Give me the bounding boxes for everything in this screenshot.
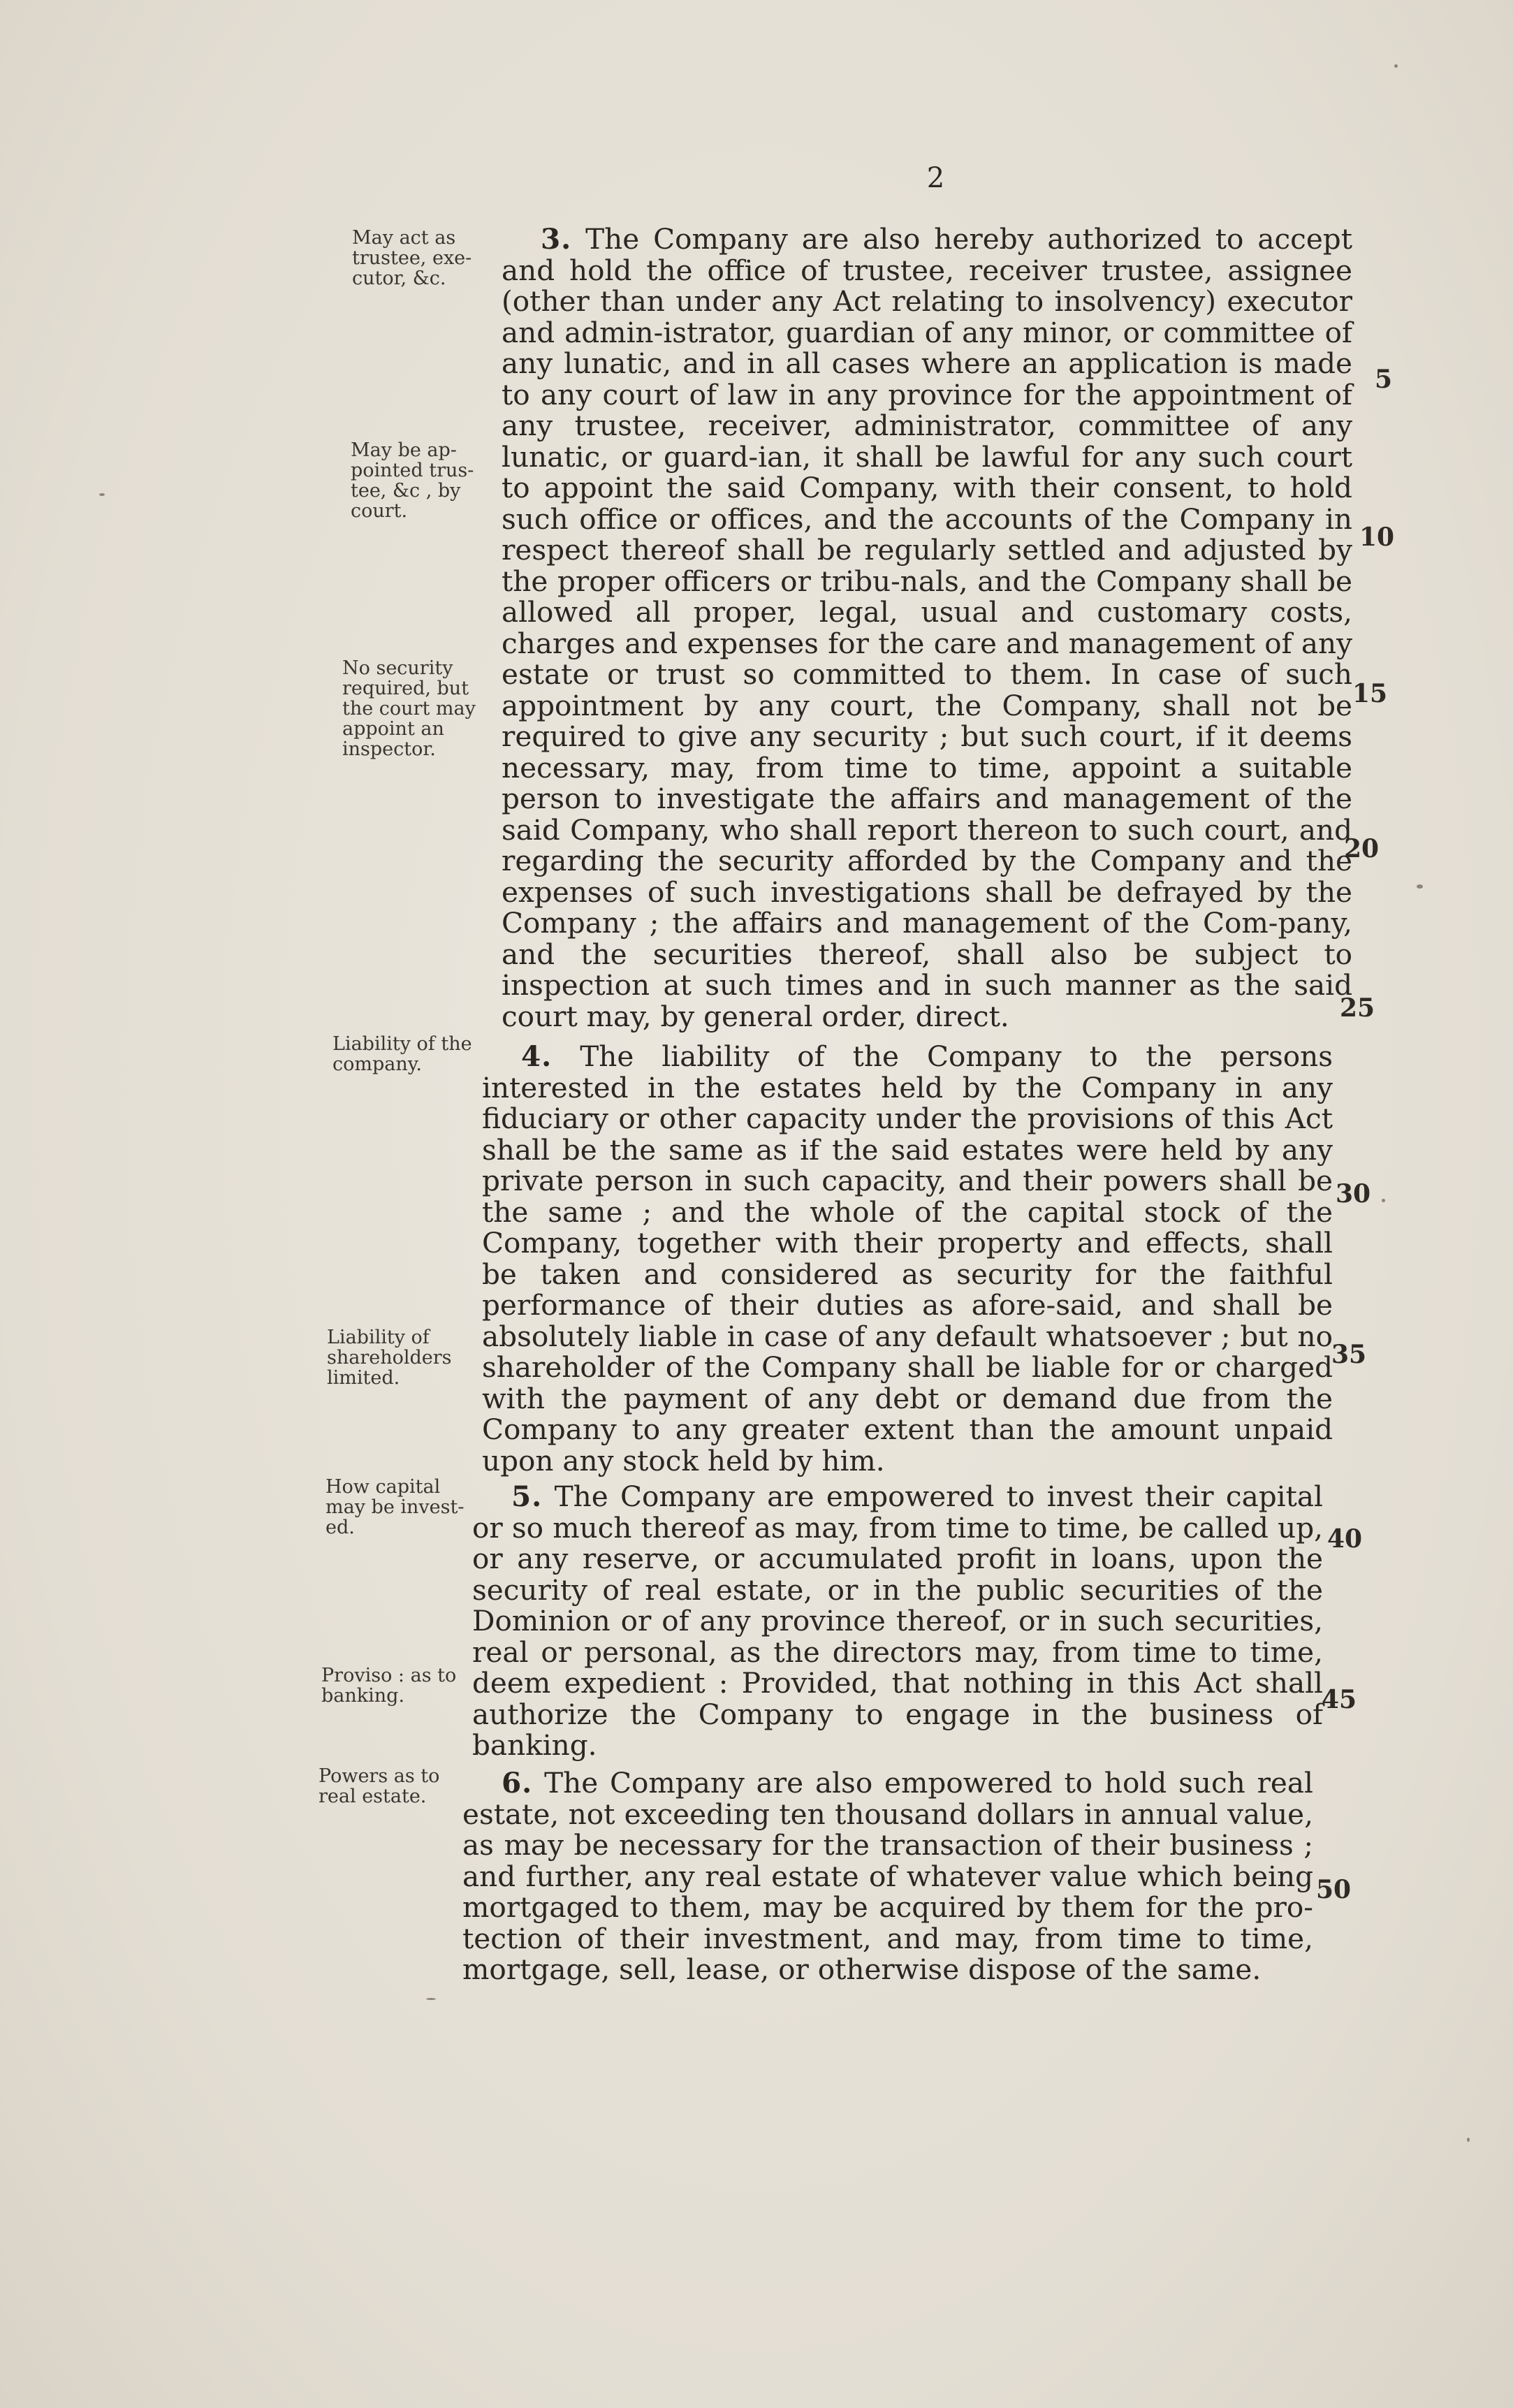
paper-speck [1467,2138,1470,2142]
section-text: The Company are also empowered to hold such real estate, not exceeding ten thousand dollars in annual value, as may be necessary for the transaction of their business ; and further, any real estate of whatever value which being mortgaged to them, may be acquired by them for the pro-tection of their investment, and may, from time to time, mortgage, sell, lease, or otherwise dispose of the same. [462,1766,1313,1986]
section-text: The Company are empowered to invest their capital or so much thereof as may, from time to time, be called up, or any reserve, or accumulated profit in loans, upon the security of real estate, or in the public securities of the Dominion or of any province thereof, or in such securities, real or personal, as the directors may, from time to time, deem expedient : Provided, that nothing in this Act shall authorize the Company to engage in the business of banking. [472,1480,1323,1762]
margin-note-capital-investment: How capital may be invest-ed. [326,1476,465,1538]
section-number: 3. [541,222,572,256]
paper-speck [426,1998,436,2000]
line-number: 20 [1344,834,1380,863]
line-number: 35 [1331,1340,1367,1369]
paper-speck [1417,884,1423,889]
paper-speck [1394,64,1398,68]
line-number: 45 [1322,1685,1357,1714]
section-text: The liability of the Company to the persons interested in the estates held by the Company in any fiduciary or other capacity under the provisions of this Act shall be the same as if the said estates were held by any private person in such capacity, and their powers shall be the same ; and the whole of the capital stock of the Company, together with their property and effects, shall be taken and considered as security for the faithful performance of their duties as afore-said, and shall be absolutely liable in case of any default whatsoever ; but no shareholder of the Company shall be liable for or charged with the payment of any debt or demand due from the Company to any greater extent than the amount unpaid upon any stock held by him. [482,1039,1333,1477]
line-number: 15 [1352,679,1388,708]
section-4 [482,1041,1333,1476]
margin-note-shareholder-liability: Liability of shareholders limited. [327,1327,452,1389]
section-number: 4. [521,1039,553,1073]
section-text: The Company are also hereby authorized to accept and hold the office of trustee, receiver trustee, assignee (other than under any Act relating to insolvency) executor and admin-istrator, guardian of any minor, or committee of any lunatic, and in all cases where an application is made to any court of law in any province for the appointment of any trustee, receiver, administrator, committee of any lunatic, or guard-ian, it shall be lawful for any such court to appoint the said Company, with their consent, to hold such office or offices, and the accounts of the Company in respect thereof shall be regularly settled and adjusted by the proper officers or tribu-nals, and the Company shall be allowed all proper, legal, usual and customary costs, charges and expenses for the care and management of any estate or trust so committed to them. In case of such appointment by any court, the Company, shall not be required to give any security ; but such court, if it deems necessary, may, from time to time, appoint a suitable person to investigate the affairs and management of the said Company, who shall report thereon to such court, and regarding the security afforded by the Company and the expenses of such investigations shall be defrayed by the Company ; the affairs and management of the Com-pany, and the securities thereof, shall also be subject to inspection at such times and in such manner as the said court may, by general order, direct. [502,222,1352,1033]
paper-speck [99,493,105,496]
margin-note-court-appointment: May be ap-pointed trus-tee, &c , by court. [351,439,474,522]
section-number: 6. [502,1766,533,1800]
margin-note-trustee: May act as trustee, exe-cutor, &c. [352,227,472,289]
line-number: 5 [1375,365,1393,394]
section-number: 5. [511,1480,543,1513]
line-number: 10 [1359,523,1395,552]
line-number: 30 [1336,1179,1371,1209]
margin-note-company-liability: Liability of the company. [332,1033,472,1075]
margin-note-no-security: No security required, but the court may appoint an inspector. [342,657,476,760]
line-number: 40 [1327,1524,1363,1554]
page-number: 2 [926,162,946,194]
paper-speck [1382,1199,1385,1202]
section-5 [472,1481,1323,1761]
margin-note-proviso-banking: Proviso : as to banking. [321,1665,457,1707]
section-6 [462,1767,1313,1985]
line-number: 50 [1316,1875,1352,1904]
line-number: 25 [1340,993,1375,1023]
section-3 [502,224,1352,1032]
margin-note-real-estate: Powers as to real estate. [319,1765,440,1807]
